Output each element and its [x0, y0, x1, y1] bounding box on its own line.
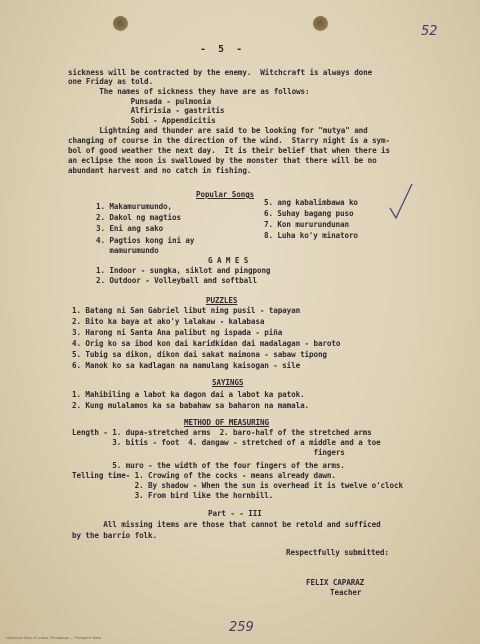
text-line: Punsada - pulmonia [68, 97, 212, 106]
text-line: changing of course in the direction of the wind. Starry night is a sym- [68, 136, 390, 145]
song-item: mamurumundo [96, 246, 159, 255]
song-item: 8. Luha ko'y minatoro [264, 231, 358, 240]
measuring-line: Length - 1. dupa-stretched arms 2. baro-half of the stretched arms [72, 428, 372, 437]
measuring-line: 3. bitis - foot 4. dangaw - stretched of a middle and a toe [72, 438, 381, 447]
song-item: 6. Suhay bagang puso [264, 209, 354, 218]
measuring-heading: METHOD OF MEASURING [184, 418, 269, 427]
measuring-line: 5. muro - the width of the four fingers of the arms. [72, 461, 345, 470]
song-item: 3. Eni ang sako [96, 224, 164, 233]
punch-hole [113, 16, 128, 31]
text-line: bol of good weather the next day. It is their belief that when there is [68, 146, 390, 155]
puzzle-item: 1. Batang ni San Gabriel libut ning pusil - tapayan [72, 306, 301, 315]
text-line: an eclipse the moon is swallowed by the monster that there will be no [68, 156, 377, 165]
puzzle-item: 4. Orig ko sa ibod kon dai karidkidan dai madalagan - baroto [72, 339, 341, 348]
saying-item: 1. Mahibiling a labot ka dagon dai a labot ka patok. [72, 390, 305, 399]
text-line: one Friday as told. [68, 77, 153, 86]
part3-line: All missing items are those that cannot be retold and sufficed [72, 520, 381, 529]
text-line: The names of sickness they have are as follows: [68, 87, 310, 96]
measuring-line: 3. From bird like the hornbill. [72, 491, 274, 500]
checkmark-icon [388, 182, 414, 222]
song-item: 1. Makamurumundo, [96, 202, 173, 211]
punch-hole [313, 16, 328, 31]
songs-heading: Popular Songs [196, 190, 255, 199]
page-number: - 5 - [200, 44, 246, 55]
song-item: 2. Dakol ng magtios [96, 213, 181, 222]
sayings-heading: SAYINGS [212, 378, 244, 387]
text-line: abundant harvest and no catch in fishing. [68, 166, 252, 175]
puzzle-item: 3. Harong ni Santa Ana palibut ng ispada - piña [72, 328, 283, 337]
puzzle-item: 6. Manok ko sa kadlagan na mamulang kaisogan - sile [72, 361, 301, 370]
closing-text: Respectfully submitted: [286, 548, 389, 557]
game-item: 1. Indoor - sungka, siklot and pingpong [96, 266, 271, 275]
saying-item: 2. Kung mulalamos ka sa babahaw sa baharon na mamala. [72, 401, 310, 410]
song-item: 5. ang kabalimbawa ko [264, 198, 358, 207]
signature-title: Teacher [330, 588, 362, 597]
text-line: Sobi - Appendicitis [68, 116, 216, 125]
games-heading: G A M E S [208, 256, 249, 265]
puzzle-item: 5. Tubig sa dikon, dikon dai sakat maimona - sabaw tipong [72, 350, 327, 359]
measuring-line: 2. By shadow - When the sun is overhead it is twelve o'clock [72, 481, 403, 490]
signature-name: FELIX CAPARAZ [306, 578, 365, 587]
song-item: 7. Kon mururundunan [264, 220, 349, 229]
text-line: Alfirisia - gastritis [68, 106, 225, 115]
handwritten-page-number: 52 [421, 24, 438, 39]
part3-line: by the barrio folk. [72, 531, 157, 540]
handwritten-folio-number: 259 [229, 620, 254, 635]
song-item: 4. Pagtios kong ini ay [96, 236, 195, 245]
measuring-line: fingers [72, 448, 345, 457]
game-item: 2. Outdoor - Volleyball and softball [96, 276, 257, 285]
text-line: Lightning and thunder are said to be looking for "mutya" and [68, 126, 368, 135]
puzzle-item: 2. Bito ka baya at ako'y lalakaw - kalabasa [72, 317, 265, 326]
measuring-line: Telling time- 1. Crowing of the cocks - means already dawn. [72, 471, 336, 480]
text-line: sickness will be contracted by the enemy. Witchcraft is always done [68, 68, 373, 77]
puzzles-heading: PUZZLES [206, 296, 238, 305]
footer-note: Historical Data of Lubao, Pampanga — Philippine Data [6, 636, 101, 640]
part3-heading: Part - - III [208, 509, 262, 518]
